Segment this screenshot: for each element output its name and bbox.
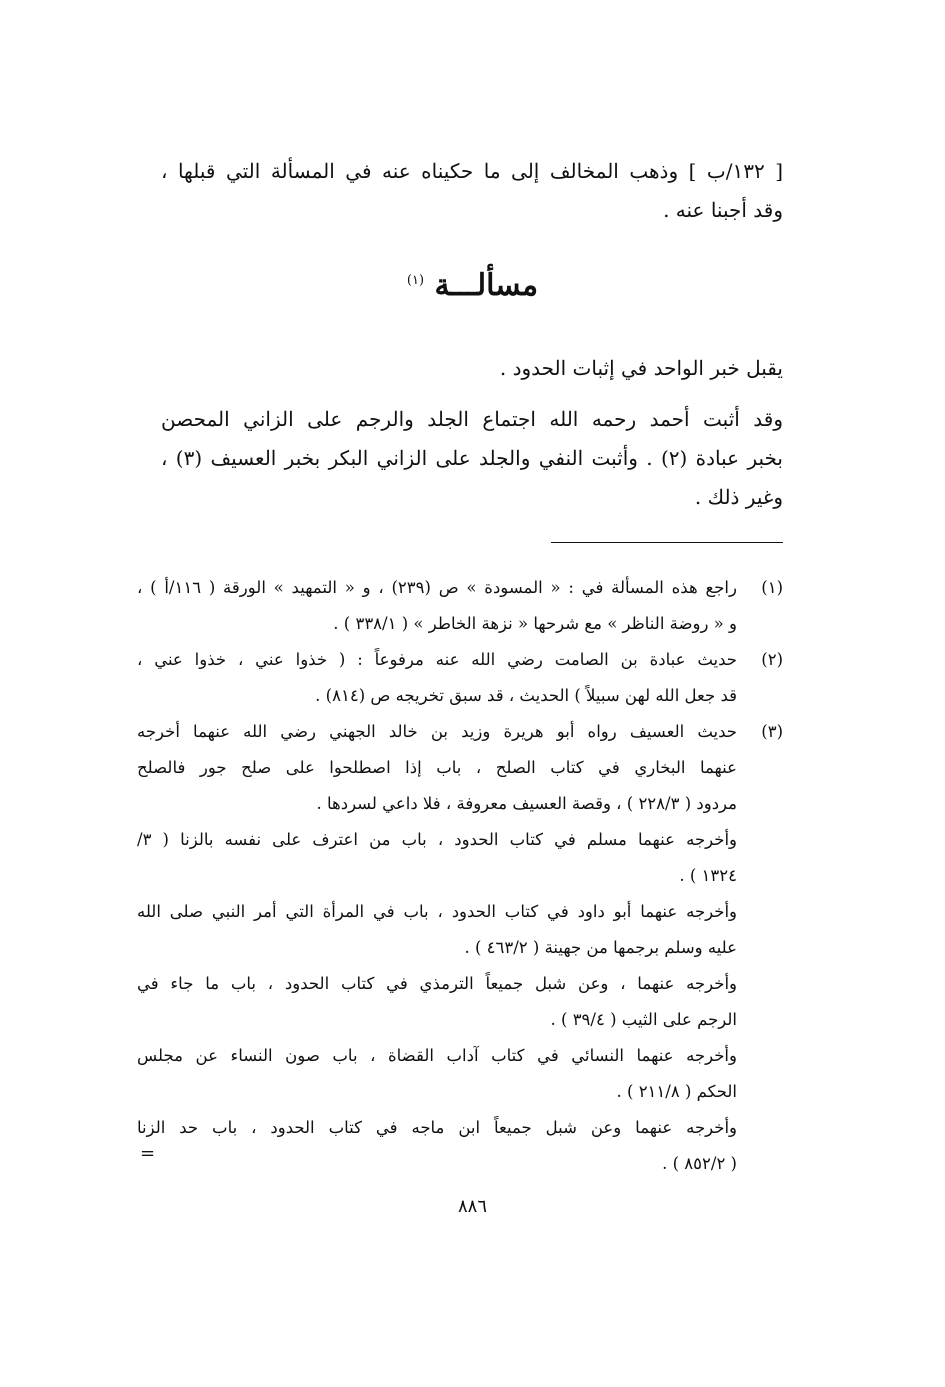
- footnote-line: وأخرجه عنهما وعن شبل جميعاً ابن ماجه في كتاب الحدود ، باب حد الزنا: [137, 1118, 737, 1137]
- footnote-separator: [551, 542, 783, 543]
- page-number: ٨٨٦: [457, 1196, 487, 1217]
- footnote-line: ١٣٢٤ ) .: [679, 866, 737, 885]
- footnote-line: قد جعل الله لهن سبيلاً ) الحديث ، قد سبق تخريجه ص (٨١٤) .: [315, 686, 737, 705]
- footnote-line: و « روضة الناظر » مع شرحها « نزهة الخاطر » ( ٣٣٨/١ ) .: [333, 614, 737, 633]
- footnote-line: حديث عبادة بن الصامت رضي الله عنه مرفوعاً : ( خذوا عني ، خذوا عني ،: [137, 650, 737, 669]
- footnote-line: مردود ( ٢٢٨/٣ ) ، وقصة العسيف معروفة ، فلا داعي لسردها .: [316, 794, 737, 813]
- footnote-line: وأخرجه عنهما ، وعن شبل جميعاً الترمذي في كتاب الحدود ، باب ما جاء في: [137, 974, 737, 993]
- continuation-mark: =: [140, 1143, 156, 1164]
- heading-footnote-ref: (١): [406, 273, 425, 288]
- footnote-line: الرجم على الثيب ( ٣٩/٤ ) .: [550, 1010, 737, 1029]
- footnote-number: (١): [761, 578, 783, 597]
- footnote-line: حديث العسيف رواه أبو هريرة وزيد بن خالد الجهني رضي الله عنهما أخرجه: [137, 722, 737, 741]
- footnote-line: عليه وسلم برجمها من جهينة ( ٤٦٣/٢ ) .: [464, 938, 737, 957]
- footnote-1: [137, 570, 783, 642]
- evidence-line: بخبر عبادة (٢) . وأثبت النفي والجلد على الزاني البكر بخبر العسيف (٣) ،: [161, 446, 783, 470]
- footnote-line: وأخرجه عنهما مسلم في كتاب الحدود ، باب من اعترف على نفسه بالزنا ( ٣/: [137, 830, 737, 849]
- evidence-paragraph: [161, 400, 783, 517]
- footnote-2: [137, 642, 783, 714]
- footnote-line: عنهما البخاري في كتاب الصلح ، باب إذا اصطلحوا على صلح جور فالصلح: [137, 758, 737, 777]
- footnote-line: ( ٨٥٢/٢ ) .: [662, 1154, 737, 1173]
- intro-paragraph: [161, 152, 783, 230]
- evidence-line: وقد أثبت أحمد رحمه الله اجتماع الجلد والرجم على الزاني المحصن: [161, 407, 783, 431]
- footnote-number: (٢): [761, 650, 783, 669]
- evidence-line: وغير ذلك .: [694, 485, 783, 509]
- footnote-line: وأخرجه عنهما النسائي في كتاب آداب القضاة ، باب صون النساء عن مجلس: [137, 1046, 737, 1065]
- footnote-3: [137, 714, 783, 1182]
- heading-title: مسألـــة: [434, 268, 539, 303]
- footnotes: [137, 570, 783, 1182]
- intro-line: [ ١٣٢/ب ] وذهب المخالف إلى ما حكيناه عنه في المسألة التي قبلها ،: [161, 159, 783, 183]
- section-heading: [0, 268, 945, 303]
- footnote-line: راجع هذه المسألة في : « المسودة » ص (٢٣٩) ، و « التمهيد » الورقة ( ١١٦/أ ) ،: [137, 578, 737, 597]
- footnote-number: (٣): [761, 722, 783, 741]
- statement-paragraph: [161, 349, 783, 388]
- footnote-line: الحكم ( ٢١١/٨ ) .: [616, 1082, 737, 1101]
- footnote-line: وأخرجه عنهما أبو داود في كتاب الحدود ، باب في المرأة التي أمر النبي صلى الله: [137, 902, 737, 921]
- statement-line: يقبل خبر الواحد في إثبات الحدود .: [499, 356, 783, 380]
- intro-line: وقد أجبنا عنه .: [663, 198, 783, 222]
